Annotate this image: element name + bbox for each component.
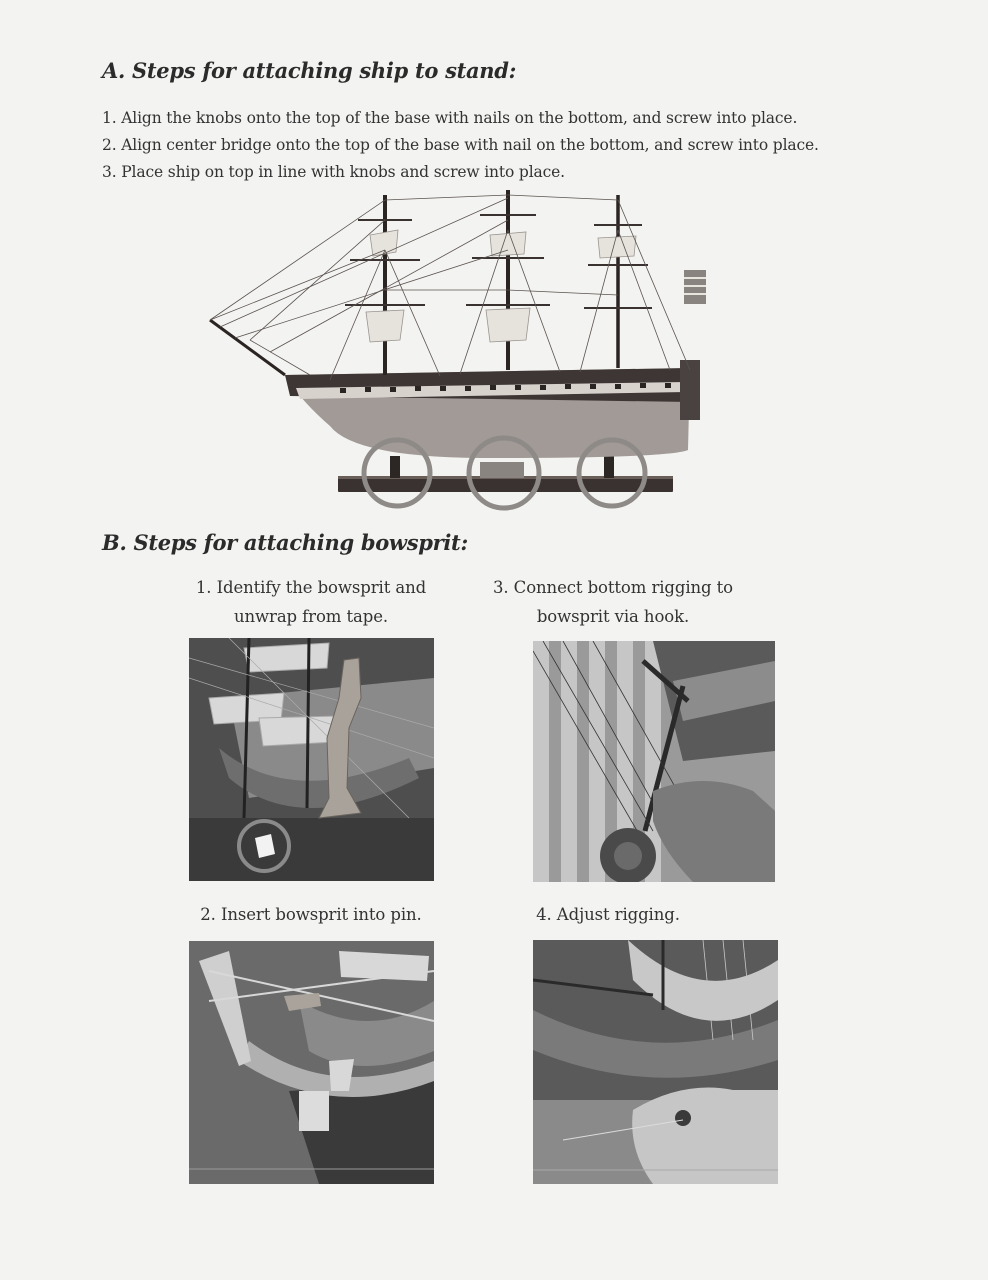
step-2-caption xyxy=(176,900,446,929)
section-a-step-2: 2. Align center bridge onto the top of the base with nail on the bottom, and screw into place. xyxy=(102,136,819,154)
section-a-steps xyxy=(102,105,902,186)
step-1-caption-line-2: unwrap from tape. xyxy=(233,607,389,626)
step-1-caption xyxy=(176,573,446,631)
step-4-caption-line-1: 4. Adjust rigging. xyxy=(536,905,680,924)
step-3-caption-line-1: 3. Connect bottom rigging to xyxy=(492,578,734,597)
step-2-caption-line-1: 2. Insert bowsprit into pin. xyxy=(200,905,422,924)
section-b-heading: B. Steps for attaching bowsprit: xyxy=(102,530,468,555)
stand-base xyxy=(338,478,673,492)
step-4-photo xyxy=(533,940,778,1184)
stand-center-bridge xyxy=(480,462,524,478)
step-3-caption xyxy=(478,573,748,631)
step-4-caption xyxy=(478,900,738,929)
step-1-caption-line-1: 1. Identify the bowsprit and xyxy=(195,578,427,597)
step-3-caption-line-2: bowsprit via hook. xyxy=(536,607,690,626)
section-a-heading: A. Steps for attaching ship to stand: xyxy=(102,58,517,83)
step-2-photo xyxy=(189,941,434,1184)
ship-on-stand-image xyxy=(190,190,730,515)
stand-knob-left xyxy=(390,456,400,478)
section-a-step-1: 1. Align the knobs onto the top of the base with nails on the bottom, and screw into place. xyxy=(102,109,798,127)
step-3-photo xyxy=(533,641,775,882)
section-a-step-3: 3. Place ship on top in line with knobs and screw into place. xyxy=(102,163,565,181)
step-1-photo xyxy=(189,638,434,881)
stand-knob-right xyxy=(604,456,614,478)
